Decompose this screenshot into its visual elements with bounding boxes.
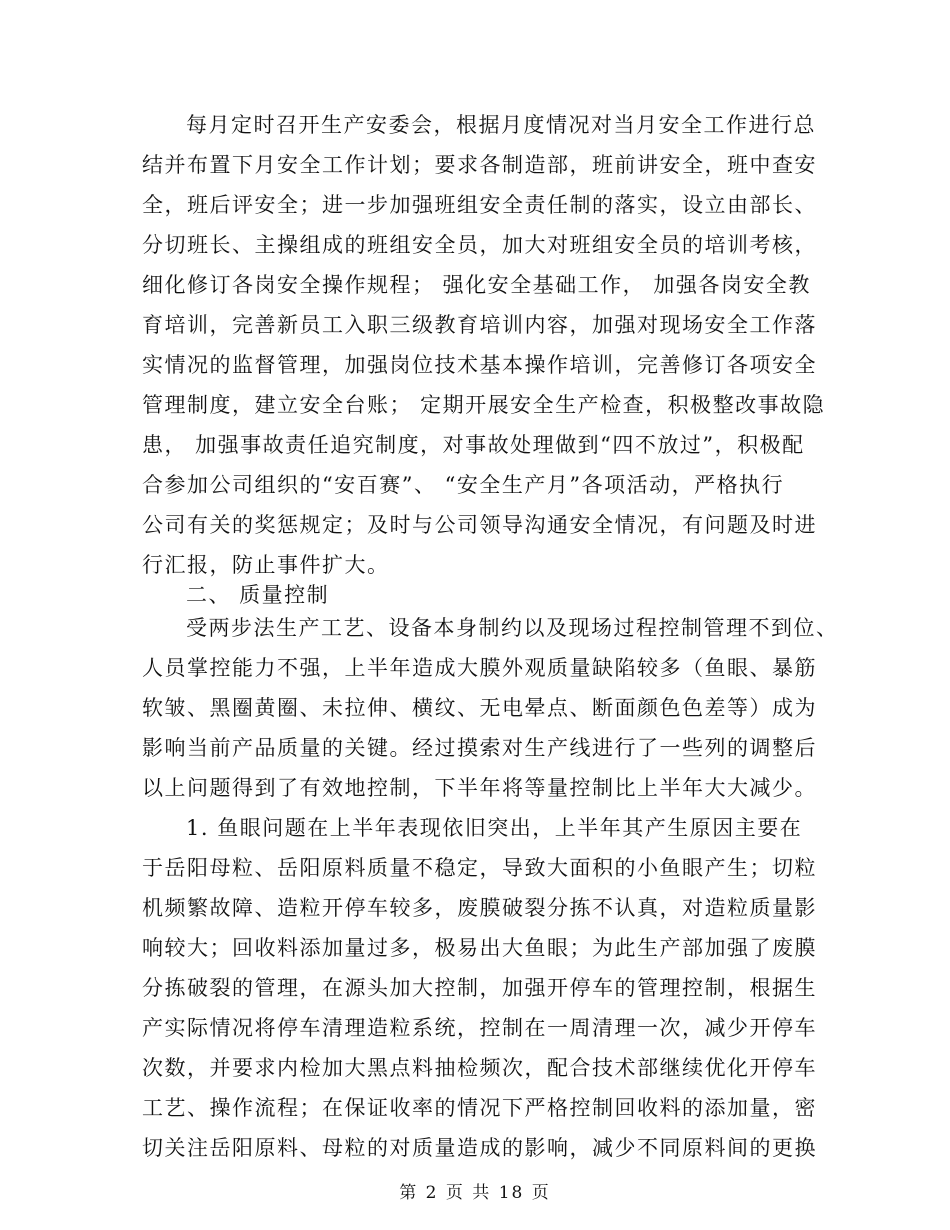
paragraph-line: 机频繁故障、造粒开停车较多，废膜破裂分拣不认真，对造粒质量影 (142, 896, 817, 920)
paragraph-line: 工艺、操作流程；在保证收率的情况下严格控制回收料的添加量，密 (142, 1096, 817, 1120)
paragraph-line: 结并布置下月安全工作计划；要求各制造部，班前讲安全，班中查安 (142, 153, 817, 177)
paragraph-line: 响较大；回收料添加量过多，极易出大鱼眼；为此生产部加强了废膜 (142, 936, 817, 960)
paragraph-line: 切关注岳阳原料、母粒的对质量造成的影响，减少不同原料间的更换 (142, 1136, 817, 1160)
paragraph-line: 实情况的监督管理，加强岗位技术基本操作培训，完善修订各项安全 (142, 353, 817, 377)
paragraph-line: 于岳阳母粒、岳阳原料质量不稳定，导致大面积的小鱼眼产生；切粒 (142, 856, 817, 880)
paragraph-line: 人员掌控能力不强，上半年造成大膜外观质量缺陷较多（鱼眼、暴筋 (142, 656, 817, 680)
paragraph-line: 以上问题得到了有效地控制，下半年将等量控制比上半年大大减少。 (142, 776, 817, 800)
paragraph-line: 患， 加强事故责任追究制度，对事故处理做到“四不放过”，积极配 (142, 433, 805, 457)
paragraph-line: 分拣破裂的管理，在源头加大控制，加强开停车的管理控制，根据生 (142, 976, 817, 1000)
paragraph-line: 软皱、黑圈黄圈、未拉伸、横纹、无电晕点、断面颜色色差等）成为 (142, 696, 817, 720)
paragraph-line: 细化修订各岗安全操作规程； 强化安全基础工作， 加强各岗安全教 (142, 273, 811, 297)
paragraph-line: 全，班后评安全；进一步加强班组安全责任制的落实，设立由部长、 (142, 193, 817, 217)
paragraph-line: 行汇报，防止事件扩大。 (142, 553, 390, 577)
paragraph-line: 产实际情况将停车清理造粒系统，控制在一周清理一次，减少开停车 (142, 1016, 817, 1040)
paragraph-line: 管理制度，建立安全台账； 定期开展安全生产检查，积极整改事故隐 (142, 393, 826, 417)
paragraph-line: 分切班长、主操组成的班组安全员，加大对班组安全员的培训考核， (142, 233, 817, 257)
paragraph-line: 受两步法生产工艺、设备本身制约以及现场过程控制管理不到位、 (186, 616, 839, 640)
paragraph-line: 育培训，完善新员工入职三级教育培训内容，加强对现场安全工作落 (142, 313, 817, 337)
paragraph-line: 次数，并要求内检加大黑点料抽检频次，配合技术部继续优化开停车 (142, 1056, 817, 1080)
list-item-line: 1. 鱼眼问题在上半年表现依旧突出，上半年其产生原因主要在 (186, 816, 803, 840)
paragraph-line: 合参加公司组织的“安百赛”、 “安全生产月”各项活动，严格执行 (142, 473, 785, 497)
paragraph-line: 影响当前产品质量的关键。经过摸索对生产线进行了一些列的调整后 (142, 736, 817, 760)
page-footer: 第 2 页 共 18 页 (399, 1183, 551, 1203)
section-heading: 二、 质量控制 (186, 583, 330, 607)
paragraph-line: 公司有关的奖惩规定；及时与公司领导沟通安全情况，有问题及时进 (142, 513, 817, 537)
paragraph-line: 每月定时召开生产安委会，根据月度情况对当月安全工作进行总 (186, 113, 816, 137)
